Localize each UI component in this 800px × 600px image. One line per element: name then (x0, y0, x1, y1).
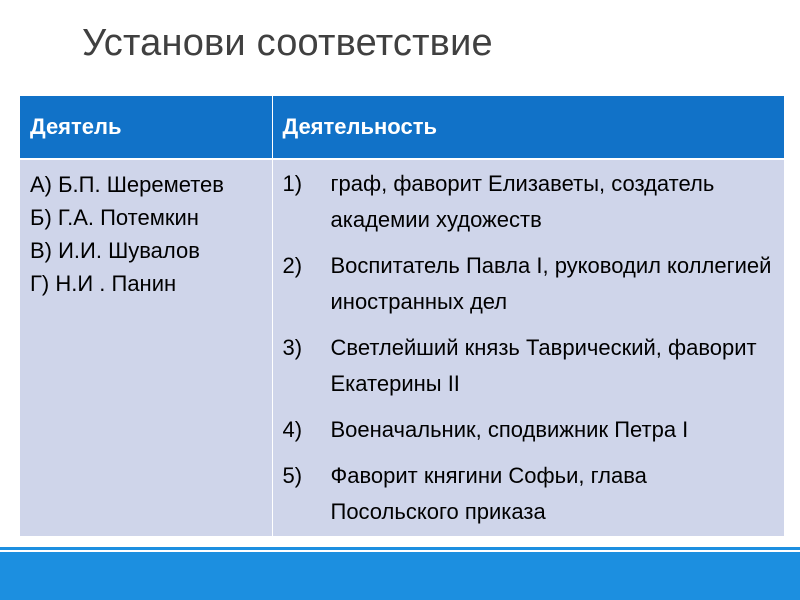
table-row (20, 159, 784, 536)
activity-number: 1) (282, 171, 303, 196)
activity-text: Фаворит княгини Софьи, глава Посольского приказа (330, 463, 647, 524)
activity-number: 5) (282, 463, 303, 488)
figure-item-g: Г) Н.И . Панин (30, 271, 177, 296)
activity-number: 4) (282, 417, 303, 442)
header-figure: Деятель (20, 96, 272, 159)
header-activity: Деятельность (272, 96, 784, 159)
activity-item-5 (283, 458, 779, 530)
activity-text: Военачальник, сподвижник Петра I (330, 417, 689, 442)
activity-text: граф, фаворит Елизаветы, создатель академии художеств (330, 171, 715, 232)
activity-item-1 (283, 166, 779, 238)
figure-item-b: Б) Г.А. Потемкин (30, 205, 199, 230)
figure-item-a: А) Б.П. Шереметев (30, 172, 224, 197)
activity-number: 2) (282, 253, 303, 278)
activity-item-3 (283, 330, 779, 402)
table-header-row (20, 96, 784, 159)
activity-item-2 (283, 248, 779, 320)
activities-cell (272, 159, 784, 536)
slide-title: Установи соответствие (82, 22, 493, 64)
matching-table (20, 96, 784, 536)
activity-text: Воспитатель Павла I, руководил коллегией иностранных дел (330, 253, 772, 314)
bottom-accent-line (0, 547, 800, 550)
activity-text: Светлейший князь Таврический, фаворит Екатерины II (330, 335, 757, 396)
activity-number: 3) (282, 335, 303, 360)
figure-item-v: В) И.И. Шувалов (30, 238, 200, 263)
bottom-accent-bar (0, 552, 800, 600)
activity-item-4 (283, 412, 779, 448)
figures-cell (20, 159, 272, 536)
